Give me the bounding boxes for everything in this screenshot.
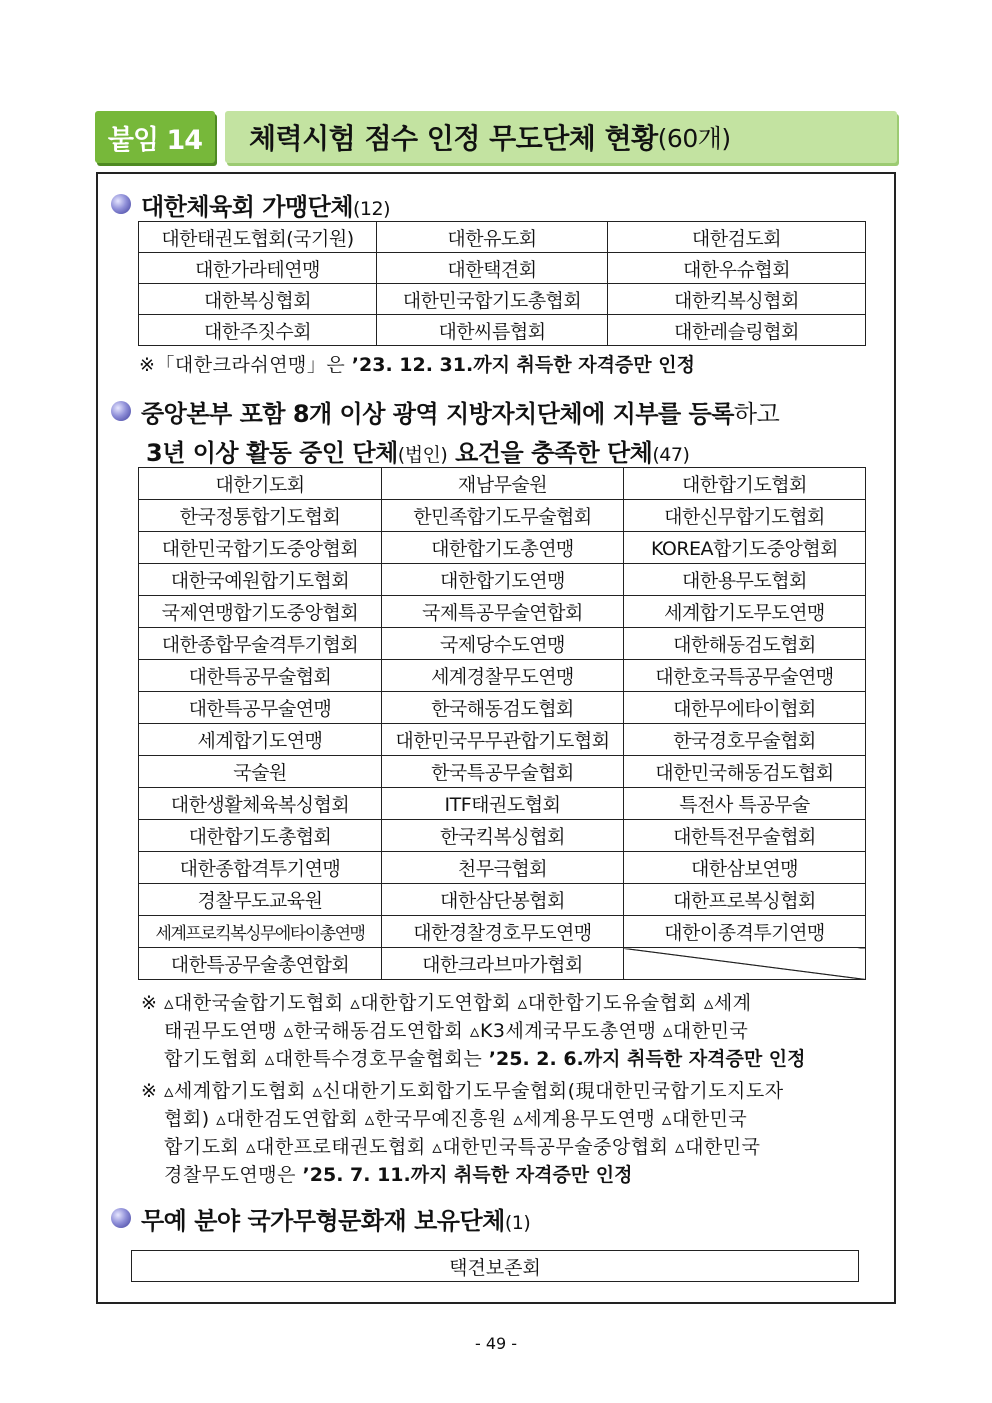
table-cell: 대한합기도총협회: [139, 820, 382, 852]
table-row: [139, 692, 866, 724]
table-cell: 세계프로킥복싱무에타이총연맹: [139, 916, 382, 948]
section3-title-text: 무예 분야 국가무형문화재 보유단체: [141, 1207, 505, 1235]
page-title: [225, 111, 897, 163]
table-cell: 천무극협회: [382, 852, 624, 884]
table-cell: 재남무술원: [382, 468, 624, 500]
section2-table: [138, 467, 866, 980]
table-cell: 대한삼단봉협회: [382, 884, 624, 916]
table-cell: 대한특공무술협회: [139, 660, 382, 692]
note2-line3: 합기도회 ▵대한프로태권도협회 ▵대한민국특공무술중앙협회 ▵대한민국: [164, 1136, 761, 1158]
title-count: (60개): [657, 124, 731, 153]
section1-count: (12): [353, 198, 391, 220]
page-number: - 49 -: [474, 1334, 518, 1353]
table-cell: 경찰무도교육원: [139, 884, 382, 916]
table-cell: 대한해동검도협회: [624, 628, 866, 660]
table-cell: 대한레슬링협회: [608, 315, 866, 346]
table-row: [139, 564, 866, 596]
table-cell: 대한민국무무관합기도협회: [382, 724, 624, 756]
table-cell: 대한태권도협회(국기원): [139, 222, 377, 253]
note1-line1: ※ ▵대한국술합기도협회 ▵대한합기도연합회 ▵대한합기도유술협회 ▵세계: [141, 992, 752, 1014]
section1-title: [141, 187, 390, 222]
section3-title: [141, 1201, 530, 1236]
table-row: [139, 724, 866, 756]
bullet-icon: [111, 401, 131, 421]
table-cell: 한국정통합기도협회: [139, 500, 382, 532]
table-row: [139, 852, 866, 884]
table-row: [139, 756, 866, 788]
table-cell: 한국특공무술협회: [382, 756, 624, 788]
table-cell: 대한프로복싱협회: [624, 884, 866, 916]
table-cell: 대한가라테연맹: [139, 253, 377, 284]
section2-line1-bold: 중앙본부 포함 8개 이상 광역 지방자치단체에 지부를 등록: [141, 400, 734, 428]
table-cell: 국제당수도연맹: [382, 628, 624, 660]
table-cell: 대한킥복싱협회: [608, 284, 866, 315]
table-cell: 대한우슈협회: [608, 253, 866, 284]
table-cell: 대한민국해동검도협회: [624, 756, 866, 788]
table-row: [139, 916, 866, 948]
table-cell: 대한신무합기도협회: [624, 500, 866, 532]
section2-line1-tail: 하고: [733, 400, 780, 428]
table-cell: 대한생활체육복싱협회: [139, 788, 382, 820]
table-cell: 국제연맹합기도중앙협회: [139, 596, 382, 628]
table-cell: 대한크라브마가협회: [382, 948, 624, 980]
table-cell: 대한특전무술협회: [624, 820, 866, 852]
table-cell: 대한검도회: [608, 222, 866, 253]
table-cell: ITF태권도협회: [382, 788, 624, 820]
table-cell: 대한호국특공무술연맹: [624, 660, 866, 692]
table-cell: KOREA합기도중앙협회: [624, 532, 866, 564]
table-cell: 대한유도회: [377, 222, 608, 253]
table-row: [139, 788, 866, 820]
section2-line2-c: 요건을 충족한 단체: [447, 439, 653, 467]
table-row: [139, 253, 866, 284]
title-text: 체력시험 점수 인정 무도단체 현황: [249, 122, 658, 155]
table-row: [139, 315, 866, 346]
note2-line4: 경찰무도연맹은 ’25. 7. 11.까지 취득한 자격증만 인정: [164, 1164, 633, 1186]
section1-title-text: 대한체육회 가맹단체: [141, 193, 354, 221]
table-cell: 대한종합무술격투기협회: [139, 628, 382, 660]
table-cell: 세계합기도무도연맹: [624, 596, 866, 628]
bullet-icon: [111, 1208, 131, 1228]
note1-line3: 합기도협회 ▵대한특수경호무술협회는 ’25. 2. 6.까지 취득한 자격증만 인정: [164, 1048, 806, 1070]
note1-line2: 태권무도연맹 ▵한국해동검도연합회 ▵K3세계국무도총연맹 ▵대한민국: [164, 1020, 749, 1042]
table-cell: 대한삼보연맹: [624, 852, 866, 884]
section2-note2: [141, 1077, 784, 1189]
table-row: [139, 532, 866, 564]
note2-line2: 협회) ▵대한검도연합회 ▵한국무예진흥원 ▵세계용무도연맹 ▵대한민국: [164, 1108, 748, 1130]
section1-note: [139, 351, 695, 379]
table-row: [139, 948, 866, 980]
attachment-badge: 붙임 14: [95, 111, 215, 163]
section1-table: [138, 221, 866, 346]
table-cell: 세계합기도연맹: [139, 724, 382, 756]
table-cell: 대한택견회: [377, 253, 608, 284]
table-cell: 대한합기도연맹: [382, 564, 624, 596]
table-row: [139, 628, 866, 660]
table-row: [139, 222, 866, 253]
table-cell: 한국해동검도협회: [382, 692, 624, 724]
table-cell: 국제특공무술연합회: [382, 596, 624, 628]
table-cell: 대한민국합기도중앙협회: [139, 532, 382, 564]
table-row: [139, 500, 866, 532]
table-row: [139, 660, 866, 692]
table-cell: 대한기도회: [139, 468, 382, 500]
table-cell: 대한이종격투기연맹: [624, 916, 866, 948]
table-cell: 세계경찰무도연맹: [382, 660, 624, 692]
table-cell: 대한종합격투기연맹: [139, 852, 382, 884]
table-cell: 한국경호무술협회: [624, 724, 866, 756]
table-row: [139, 468, 866, 500]
table-cell: 대한특공무술총연합회: [139, 948, 382, 980]
table-cell: 특전사 특공무술: [624, 788, 866, 820]
table-cell: 대한복싱협회: [139, 284, 377, 315]
section3-count: (1): [504, 1212, 531, 1234]
table-cell: 대한국예원합기도협회: [139, 564, 382, 596]
bullet-icon: [111, 194, 131, 214]
table-cell: 대한무에타이협회: [624, 692, 866, 724]
table-cell: 한민족합기도무술협회: [382, 500, 624, 532]
table-row: [139, 596, 866, 628]
table-cell: 대한주짓수회: [139, 315, 377, 346]
table-cell: 국술원: [139, 756, 382, 788]
table-cell: [624, 948, 866, 980]
section3-item: 택견보존회: [131, 1250, 859, 1282]
section2-line2-b: (법인): [397, 444, 448, 466]
section1-note-prefix: ※「대한크라쉬연맹」은: [139, 354, 352, 376]
table-cell: 대한경찰경호무도연맹: [382, 916, 624, 948]
table-cell: 대한특공무술연맹: [139, 692, 382, 724]
table-cell: 한국킥복싱협회: [382, 820, 624, 852]
section2-count: (47): [652, 444, 690, 466]
section1-note-bold: ’23. 12. 31.까지 취득한 자격증만 인정: [351, 354, 695, 376]
page-header: [95, 111, 897, 163]
table-cell: 대한민국합기도총협회: [377, 284, 608, 315]
note2-line1: ※ ▵세계합기도협회 ▵신대한기도회합기도무술협회(現대한민국합기도지도자: [141, 1080, 784, 1102]
section2-line2-a: 3년 이상 활동 중인 단체: [146, 439, 398, 467]
section2-title-line1: [141, 394, 779, 429]
table-row: [139, 284, 866, 315]
table-cell: 대한씨름협회: [377, 315, 608, 346]
section2-title-line2: [146, 433, 689, 468]
table-row: [139, 820, 866, 852]
section2-note1: [141, 989, 806, 1073]
table-cell: 대한합기도총연맹: [382, 532, 624, 564]
table-cell: 대한용무도협회: [624, 564, 866, 596]
table-row: [139, 884, 866, 916]
table-cell: 대한합기도협회: [624, 468, 866, 500]
